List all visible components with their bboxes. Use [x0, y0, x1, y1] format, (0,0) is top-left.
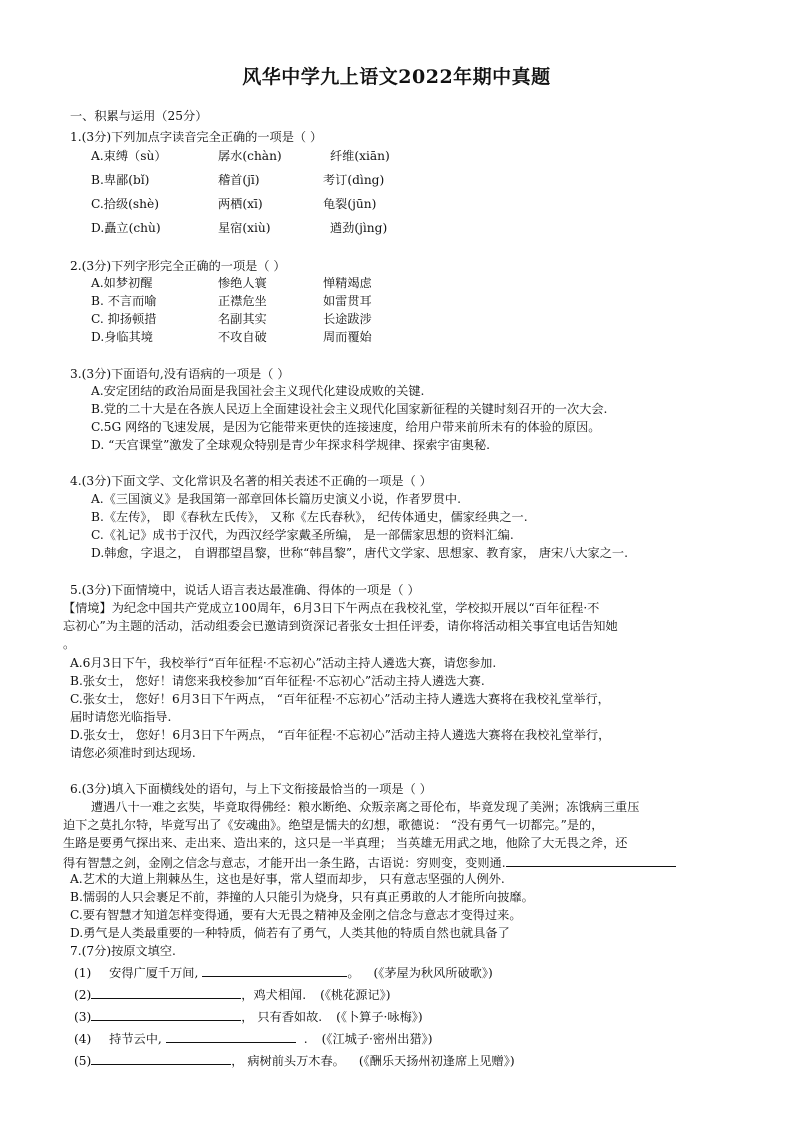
page-title: 风华中学九上语文2022年期中真题: [242, 66, 551, 88]
q7-item-number: (4): [74, 1032, 92, 1046]
q2-option-d-word1: D.身临其境: [91, 330, 153, 344]
q7-blank-5[interactable]: [91, 1051, 231, 1065]
q6-answer-blank[interactable]: [506, 853, 676, 867]
q4-option-a: A.《三国演义》是我国第一部章回体长篇历史演义小说，作者罗贯中.: [91, 492, 461, 506]
q7-item-4: [74, 1029, 433, 1048]
question-2-stem: 2.(3分)下列字形完全正确的一项是（ ）: [70, 259, 286, 273]
q5-option-c-line1: C.张女士， 您好！6月3日下午两点， “百年征程·不忘初心”活动主持人遴选大赛将在我校礼堂举行，: [70, 692, 610, 706]
q5-context-line3: 。: [63, 637, 76, 651]
q7-blank-4[interactable]: [166, 1029, 296, 1043]
question-6-stem: 6.(3分)填入下面横线处的语句，与上下文衔接最恰当的一项是（ ）: [70, 782, 432, 796]
q7-item-number: (3): [74, 1010, 92, 1024]
q7-item-3: [74, 1007, 423, 1026]
q2-option-b-word3: 如雷贯耳: [323, 294, 372, 308]
q2-option-d-word2: 不攻自破: [218, 330, 267, 344]
q7-item-number: (2): [74, 988, 92, 1002]
q7-blank-1[interactable]: [202, 963, 347, 977]
q6-option-d: D.勇气是人类最重要的一种特质，倘若有了勇气，人类其他的特质自然也就具备了: [70, 926, 510, 940]
q5-option-b: B.张女士， 您好！请您来我校参加“百年征程·不忘初心”活动主持人遴选大赛.: [70, 674, 485, 688]
q5-option-d-line2: 请您必须准时到达现场.: [70, 746, 196, 760]
q6-passage-line2: 迫下之莫扎尔特，毕竟写出了《安魂曲》。绝望是懦夫的幻想，歌德说： “没有勇气一切都完。”是的，: [63, 818, 604, 832]
q7-item-number: (5): [74, 1054, 92, 1068]
q2-option-a-word1: A.如梦初醒: [91, 276, 153, 290]
q1-option-a-word1: A.束缚（sù）: [91, 149, 167, 163]
q2-option-a-word3: 惮精竭虑: [323, 276, 372, 290]
q2-option-c-word3: 长途跋涉: [323, 312, 372, 326]
q7-item-1: [74, 963, 493, 982]
q6-option-b: B.懦弱的人只会裹足不前，莽撞的人只能引为烧身，只有真正勇敢的人才能所向披靡。: [70, 890, 534, 904]
q1-option-c-word3: 龟裂(jūn): [323, 197, 377, 211]
section-heading: 一、积累与运用（25分）: [70, 109, 208, 123]
q7-item-2: [74, 985, 391, 1004]
q5-context-line1: 【情境】为纪念中国共产党成立100周年，6月3日下午两点在我校礼堂，学校拟开展以“百年征程·不: [63, 601, 600, 615]
q7-item-suffix: ， 只有香如故.: [241, 1010, 323, 1024]
q2-option-d-word3: 周而覆始: [323, 330, 372, 344]
q7-item-suffix: .: [303, 1032, 308, 1046]
q2-option-c-word1: C. 抑扬顿措: [91, 312, 157, 326]
q7-item-number: (1): [74, 966, 92, 980]
q6-passage-line3: 生路是要勇气探出来、走出来、造出来的，这只是一半真理； 当英雄无用武之地，他除了大无畏之斧，还: [63, 836, 628, 850]
q4-option-b: B.《左传》， 即《春秋左氏传》， 又称《左氏春秋》， 纪传体通史，儒家经典之一.: [91, 510, 528, 524]
q7-item-prefix: 持节云中,: [109, 1032, 162, 1046]
q1-option-c-word1: C.拾级(shè): [91, 197, 159, 211]
q1-option-a-word2: 孱水(chàn): [218, 149, 282, 163]
q7-blank-2[interactable]: [91, 985, 241, 999]
q7-item-suffix: ， 病树前头万木春。: [231, 1054, 345, 1068]
q4-option-d: D.韩愈，字退之， 自谓郡望昌黎，世称“韩昌黎”，唐代文学家、思想家、教育家， 唐宋八大家之一.: [91, 546, 628, 560]
q2-option-c-word2: 名副其实: [218, 312, 267, 326]
question-4-stem: 4.(3分)下面文学、文化常识及名著的相关表述不正确的一项是（ ）: [70, 474, 432, 488]
q6-option-c: C.要有智慧才知道怎样变得通，要有大无畏之精神及金刚之信念与意志才变得过来。: [70, 908, 522, 922]
q2-option-b-word2: 正襟危坐: [218, 294, 267, 308]
question-1-stem: 1.(3分)下列加点字读音完全正确的一项是（ ）: [70, 130, 323, 144]
q7-item-suffix: 。: [347, 966, 360, 980]
q7-item-source: (《江城子·密州出猎》): [321, 1032, 433, 1046]
q7-item-source: (《酬乐天扬州初逢席上见赠》): [358, 1054, 515, 1068]
q1-option-d-word1: D.矗立(chù): [91, 221, 161, 235]
question-5-stem: 5.(3分)下面情境中，说话人语言表达最准确、得体的一项是（ ）: [70, 583, 420, 597]
q7-item-prefix: 安得广厦千万间,: [109, 966, 199, 980]
q4-option-c: C.《礼记》成书于汉代，为西汉经学家戴圣所编， 是一部儒家思想的资料汇编.: [91, 528, 514, 542]
q3-option-c: C.5G 网络的飞速发展，是因为它能带来更快的连接速度，给用户带来前所未有的体验的原因。: [91, 420, 601, 434]
q7-item-source: (《茅屋为秋风所破歌》): [373, 966, 493, 980]
q6-passage-line1: 遭遇八十一难之玄奘，毕竟取得佛经：粮水断绝、众叛亲离之哥伦布，毕竟发现了美洲；冻饿病三重压: [91, 800, 640, 814]
q3-option-a: A.安定团结的政治局面是我国社会主义现代化建设成败的关键.: [91, 384, 425, 398]
q5-option-d-line1: D.张女士， 您好！6月3日下午两点， “百年征程·不忘初心”活动主持人遴选大赛将在我校礼堂举行，: [70, 728, 611, 742]
q1-option-b-word1: B.卑鄙(bǐ): [91, 173, 150, 187]
q2-option-b-word1: B. 不言而喻: [91, 294, 157, 308]
q7-item-source: (《卜算子·咏梅》): [336, 1010, 423, 1024]
q1-option-a-word3: 纤维(xiān): [330, 149, 390, 163]
q7-item-5: [74, 1051, 515, 1070]
q6-passage-line4-text: 得有智慧之剑，金刚之信念与意志，才能开出一条生路，古语说：穷则变，变则通.: [63, 856, 506, 870]
q1-option-d-word2: 星宿(xiù): [218, 221, 271, 235]
question-7-stem: 7.(7分)按原文填空.: [70, 944, 176, 958]
q5-option-c-line2: 届时请您光临指导.: [70, 710, 172, 724]
q1-option-b-word2: 稽首(jī): [218, 173, 260, 187]
q7-item-suffix: ，鸡犬相闻.: [241, 988, 307, 1002]
q1-option-d-word3: 遒劲(jìng): [330, 221, 388, 235]
q1-option-c-word2: 两栖(xī): [218, 197, 263, 211]
question-3-stem: 3.(3分)下面语句,没有语病的一项是（ ）: [70, 367, 290, 381]
q5-option-a: A.6月3日下午，我校举行“百年征程·不忘初心”活动主持人遴选大赛，请您参加.: [70, 656, 497, 670]
q2-option-a-word2: 惨绝人寰: [218, 276, 267, 290]
q6-passage-line4: [63, 853, 676, 872]
q3-option-b: B.党的二十大是在各族人民迈上全面建设社会主义现代化国家新征程的关键时刻召开的一次大会.: [91, 402, 608, 416]
q5-context-line2: 忘初心”为主题的活动，活动组委会已邀请到资深记者张女士担任评委，请你将活动相关事宜电话告知她: [63, 619, 618, 633]
q1-option-b-word3: 考订(dìng): [323, 173, 385, 187]
q7-blank-3[interactable]: [91, 1007, 241, 1021]
q3-option-d: D. “天宫课堂”激发了全球观众特别是青少年探求科学规律、探索宇宙奥秘.: [91, 438, 491, 452]
q6-option-a: A.艺术的大道上荆棘丛生，这也是好事，常人望而却步， 只有意志坚强的人例外.: [70, 872, 505, 886]
q7-item-source: (《桃花源记》): [320, 988, 391, 1002]
